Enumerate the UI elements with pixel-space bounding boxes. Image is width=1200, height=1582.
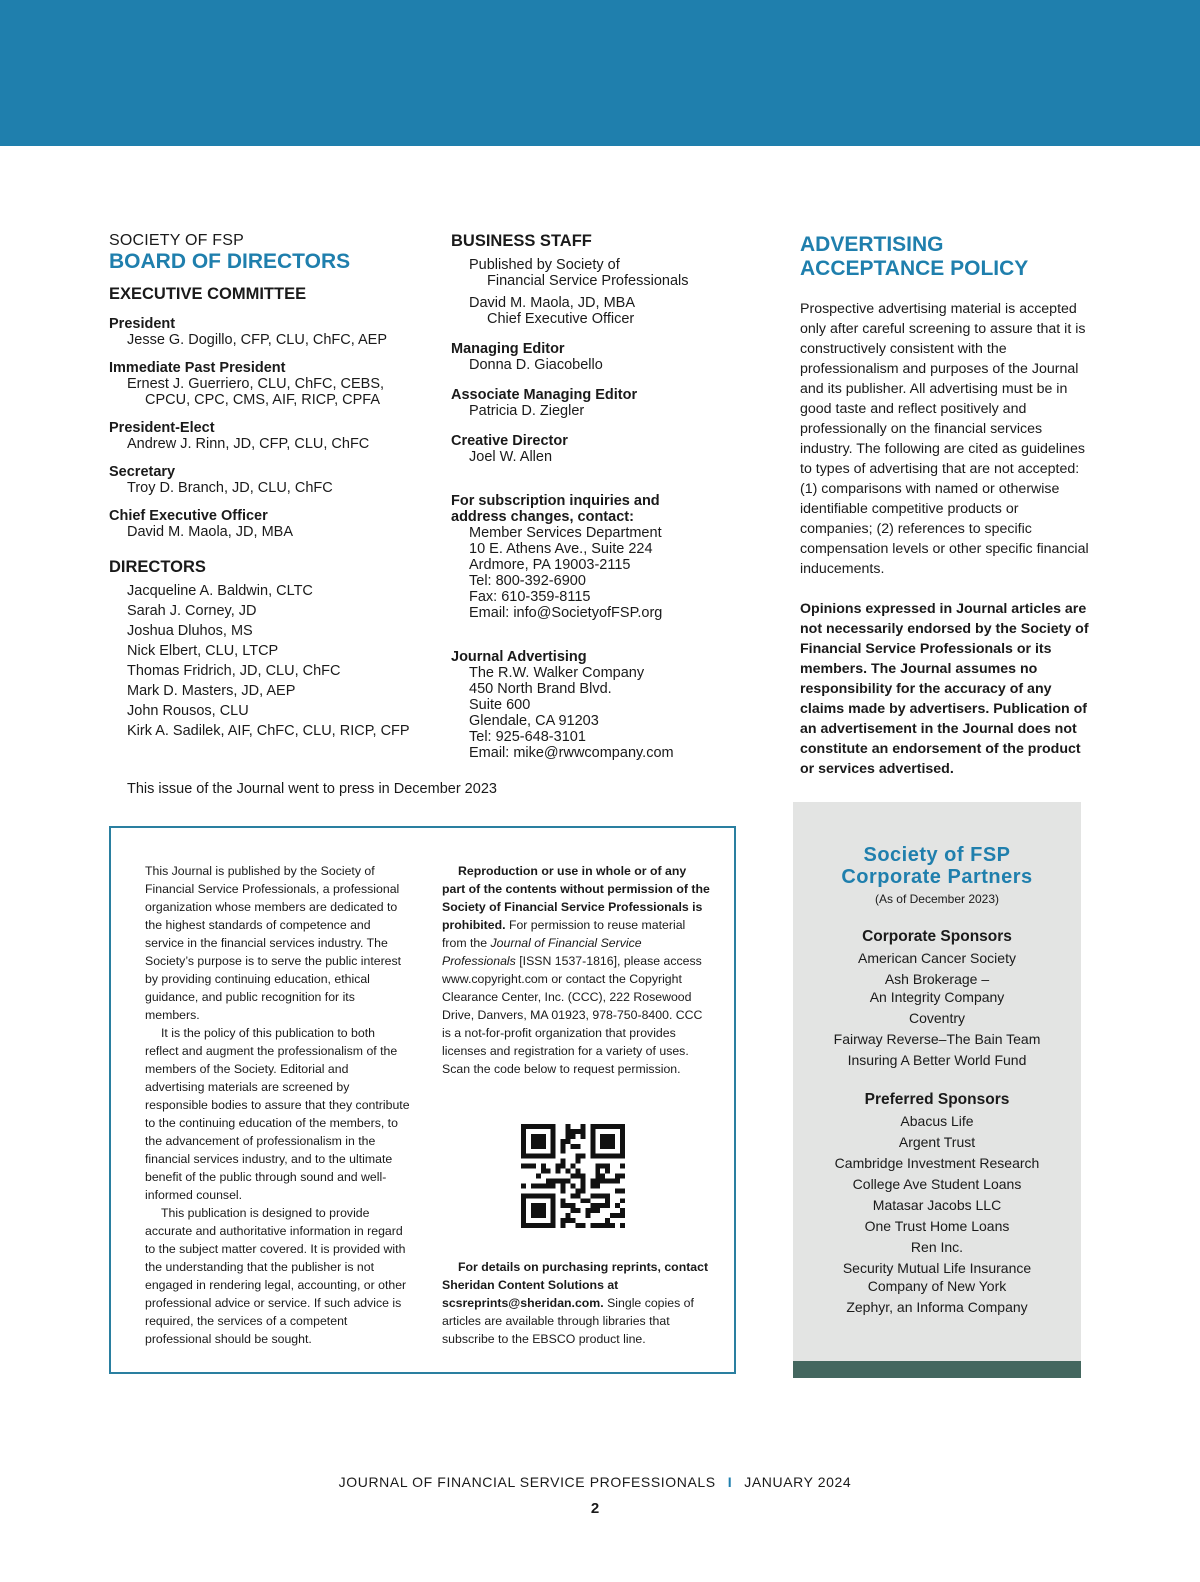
sponsor-item: Insuring A Better World Fund — [847, 1052, 1027, 1068]
sponsor-item: Matasar Jacobs LLC — [872, 1197, 1002, 1213]
sponsor-item-continued: Company of New York — [867, 1278, 1007, 1294]
role-name: Troy D. Branch, JD, CLU, ChFC — [127, 480, 333, 496]
sponsor-item-continued: An Integrity Company — [869, 989, 1005, 1005]
advertising-line: Glendale, CA 91203 — [469, 713, 599, 729]
ceo-name: David M. Maola, JD, MBA — [469, 295, 635, 311]
sponsor-item: Ren Inc. — [910, 1239, 964, 1255]
notice-paragraph: This Journal is published by the Society of Financial Service Professionals, a professional organization whose members are dedicated to the highest standards of competence and service in the financial services industry. The Society’s purpose is to serve the public interest by providing continuing education, ethical guidance, and public recognition for its members. — [145, 864, 402, 1022]
role-president-elect — [109, 420, 429, 452]
page-footer — [0, 1474, 1190, 1490]
board-column — [109, 232, 429, 741]
staff-role-name: Donna D. Giacobello — [469, 357, 603, 373]
partners-title: Society of FSP — [863, 844, 1011, 866]
partners-as-of: (As of December 2023) — [874, 892, 1000, 906]
role-name: David M. Maola, JD, MBA — [127, 524, 293, 540]
director-item: Thomas Fridrich, JD, CLU, ChFC — [127, 663, 341, 679]
partners-footer-bar — [793, 1361, 1081, 1378]
published-by-line: Published by Society of — [469, 257, 620, 273]
staff-column — [451, 232, 771, 761]
staff-role-title: Managing Editor — [451, 341, 565, 357]
reprint-text: Single copies of articles are available through libraries that subscribe to the EBSCO product line. — [442, 1296, 694, 1346]
reproduction-text: For permission to reuse material from the — [442, 918, 686, 950]
corporate-sponsors-list — [793, 949, 1081, 1069]
role-title: President-Elect — [109, 420, 215, 436]
business-staff-heading: BUSINESS STAFF — [451, 232, 592, 250]
director-item: John Rousos, CLU — [127, 703, 249, 719]
board-title: BOARD OF DIRECTORS — [109, 250, 351, 273]
sponsor-item: Coventry — [908, 1010, 966, 1026]
sponsor-item: One Trust Home Loans — [864, 1218, 1010, 1234]
notice-left-column — [145, 862, 411, 1348]
published-by-line: Financial Service Professionals — [487, 273, 689, 289]
advertising-line: 450 North Brand Blvd. — [469, 681, 612, 697]
director-item: Nick Elbert, CLU, LTCP — [127, 643, 279, 659]
advertising-line: Tel: 925-648-3101 — [469, 729, 586, 745]
ad-policy-column — [800, 232, 1092, 779]
ceo-title: Chief Executive Officer — [487, 311, 635, 327]
header-band — [0, 0, 1200, 146]
exec-committee-heading: EXECUTIVE COMMITTEE — [109, 285, 307, 303]
partners-title: Corporate Partners — [841, 866, 1033, 888]
org-line: SOCIETY OF FSP — [109, 232, 244, 249]
subscription-heading: address changes, contact: — [451, 509, 634, 525]
subscription-line: Ardmore, PA 19003-2115 — [469, 557, 631, 573]
sponsor-item: Ash Brokerage – — [884, 971, 990, 987]
notice-right-column — [442, 862, 712, 1078]
director-item: Sarah J. Corney, JD — [127, 603, 257, 619]
ad-policy-title: ADVERTISING — [800, 233, 944, 256]
advertising-line: The R.W. Walker Company — [469, 665, 645, 681]
staff-role-managing-editor — [451, 341, 771, 373]
sponsor-item: Security Mutual Life Insurance — [842, 1260, 1032, 1276]
subscription-contact — [451, 493, 771, 621]
advertising-line: Suite 600 — [469, 697, 531, 713]
staff-role-name: Patricia D. Ziegler — [469, 403, 585, 419]
role-title: Chief Executive Officer — [109, 508, 268, 524]
ceo-block — [451, 295, 771, 327]
footer-separator: I — [727, 1474, 733, 1490]
directors-list — [109, 581, 429, 741]
role-name: Andrew J. Rinn, JD, CFP, CLU, ChFC — [127, 436, 370, 452]
sponsor-item: American Cancer Society — [858, 950, 1016, 966]
sponsor-item: Cambridge Investment Research — [834, 1155, 1040, 1171]
subscription-line: Fax: 610-359-8115 — [469, 589, 591, 605]
director-item: Kirk A. Sadilek, AIF, ChFC, CLU, RICP, CFP — [127, 723, 410, 739]
publication-notice-box — [109, 826, 736, 1374]
role-name-continued: CPCU, CPC, CMS, AIF, RICP, CPFA — [145, 392, 381, 408]
published-by — [451, 257, 771, 289]
director-item: Joshua Dluhos, MS — [127, 623, 253, 639]
role-ceo — [109, 508, 429, 540]
page-number: 2 — [590, 1500, 600, 1517]
press-note: This issue of the Journal went to press in December 2023 — [127, 781, 497, 797]
role-name: Jesse G. Dogillo, CFP, CLU, ChFC, AEP — [127, 332, 388, 348]
role-president — [109, 316, 429, 348]
staff-role-associate-editor — [451, 387, 771, 419]
role-secretary — [109, 464, 429, 496]
subscription-line: 10 E. Athens Ave., Suite 224 — [469, 541, 653, 557]
sponsor-item: Fairway Reverse–The Bain Team — [833, 1031, 1041, 1047]
sponsor-item: Zephyr, an Informa Company — [846, 1299, 1028, 1315]
ad-policy-title: ACCEPTANCE POLICY — [800, 257, 1029, 280]
reproduction-text: [ISSN 1537-1816], please access www.copyright.com or contact the Copyright Clearance Center, Inc. (CCC), 222 Rosewood Drive, Danvers, MA 01923, 978-750-8400. CCC is a not-for-profit organization that provides licenses and registration for a variety of uses. Scan the code below to request permission. — [442, 954, 703, 1076]
role-title: Secretary — [109, 464, 176, 480]
corporate-partners-panel — [793, 802, 1081, 1378]
directors-heading: DIRECTORS — [109, 558, 206, 576]
ad-policy-paragraph: Prospective advertising material is accepted only after careful screening to assure that it is constructively consistent with the professionalism and purposes of the Journal and its publisher. All advertising must be in good taste and reflect positively and professionally on the financial services industry. The following are cited as guidelines to types of advertising that are not accepted: (1) comparisons with named or otherwise identifiable competitive products or companies; (2) references to specific compensation levels or other specific financial inducements. — [800, 301, 1089, 577]
sponsor-item: Abacus Life — [900, 1113, 974, 1129]
staff-role-name: Joel W. Allen — [469, 449, 553, 465]
advertising-email: Email: mike@rwwcompany.com — [469, 745, 674, 761]
staff-role-title: Creative Director — [451, 433, 568, 449]
role-name: Ernest J. Guerriero, CLU, ChFC, CEBS, — [127, 376, 385, 392]
qr-code-icon[interactable] — [521, 1124, 625, 1228]
preferred-sponsors-heading: Preferred Sponsors — [864, 1091, 1010, 1108]
subscription-heading: For subscription inquiries and — [451, 493, 660, 509]
reprint-bold: For details on purchasing reprints, contact Sheridan Content Solutions at scsreprints@sheridan.com. — [442, 1260, 709, 1310]
subscription-line: Tel: 800-392-6900 — [469, 573, 586, 589]
director-item: Jacqueline A. Baldwin, CLTC — [127, 583, 313, 599]
notice-paragraph: This publication is designed to provide accurate and authoritative information in regard to the subject matter covered. It is provided with the understanding that the publisher is not engaged in rendering legal, accounting, or other professional advice or service. If such advice is required, the services of a competent professional should be sought. — [145, 1206, 407, 1346]
reprint-notice — [442, 1258, 712, 1348]
director-item: Mark D. Masters, JD, AEP — [127, 683, 296, 699]
subscription-email: Email: info@SocietyofFSP.org — [469, 605, 663, 621]
reproduction-bold: Reproduction or use in whole or of any part of the contents without permission of the Society of Financial Service Professionals is prohibited. — [442, 864, 710, 932]
advertising-heading: Journal Advertising — [451, 649, 587, 665]
role-title: President — [109, 316, 176, 332]
footer-journal-name: JOURNAL OF FINANCIAL SERVICE PROFESSIONALS — [338, 1474, 716, 1490]
journal-name: Journal of Financial Service Professionals — [442, 936, 642, 968]
staff-role-title: Associate Managing Editor — [451, 387, 638, 403]
reproduction-notice — [442, 862, 712, 1078]
sponsor-item: College Ave Student Loans — [852, 1176, 1022, 1192]
role-past-president — [109, 360, 429, 408]
role-title: Immediate Past President — [109, 360, 286, 376]
footer-date: JANUARY 2024 — [744, 1474, 852, 1490]
corporate-sponsors-heading: Corporate Sponsors — [862, 928, 1012, 945]
sponsor-item: Argent Trust — [898, 1134, 976, 1150]
notice-paragraph: It is the policy of this publication to both reflect and augment the professionalism of the members of the Society. Editorial and advertising materials are screened by responsible bodies to assure that they contribute to the continuing education of the members, to the advancement of professionalism in the financial services industry, and to the ultimate benefit of the public through sound and well-informed counsel. — [145, 1026, 410, 1202]
subscription-line: Member Services Department — [469, 525, 662, 541]
staff-role-creative-director — [451, 433, 771, 465]
ad-policy-disclaimer: Opinions expressed in Journal articles are not necessarily endorsed by the Society of Financial Service Professionals or its members. The Journal assumes no responsibility for the accuracy of any claims made by advertisers. Publication of an advertisement in the Journal does not constitute an endorsement of the product or services advertised. — [800, 601, 1089, 777]
preferred-sponsors-list — [793, 1112, 1081, 1316]
advertising-contact — [451, 649, 771, 761]
